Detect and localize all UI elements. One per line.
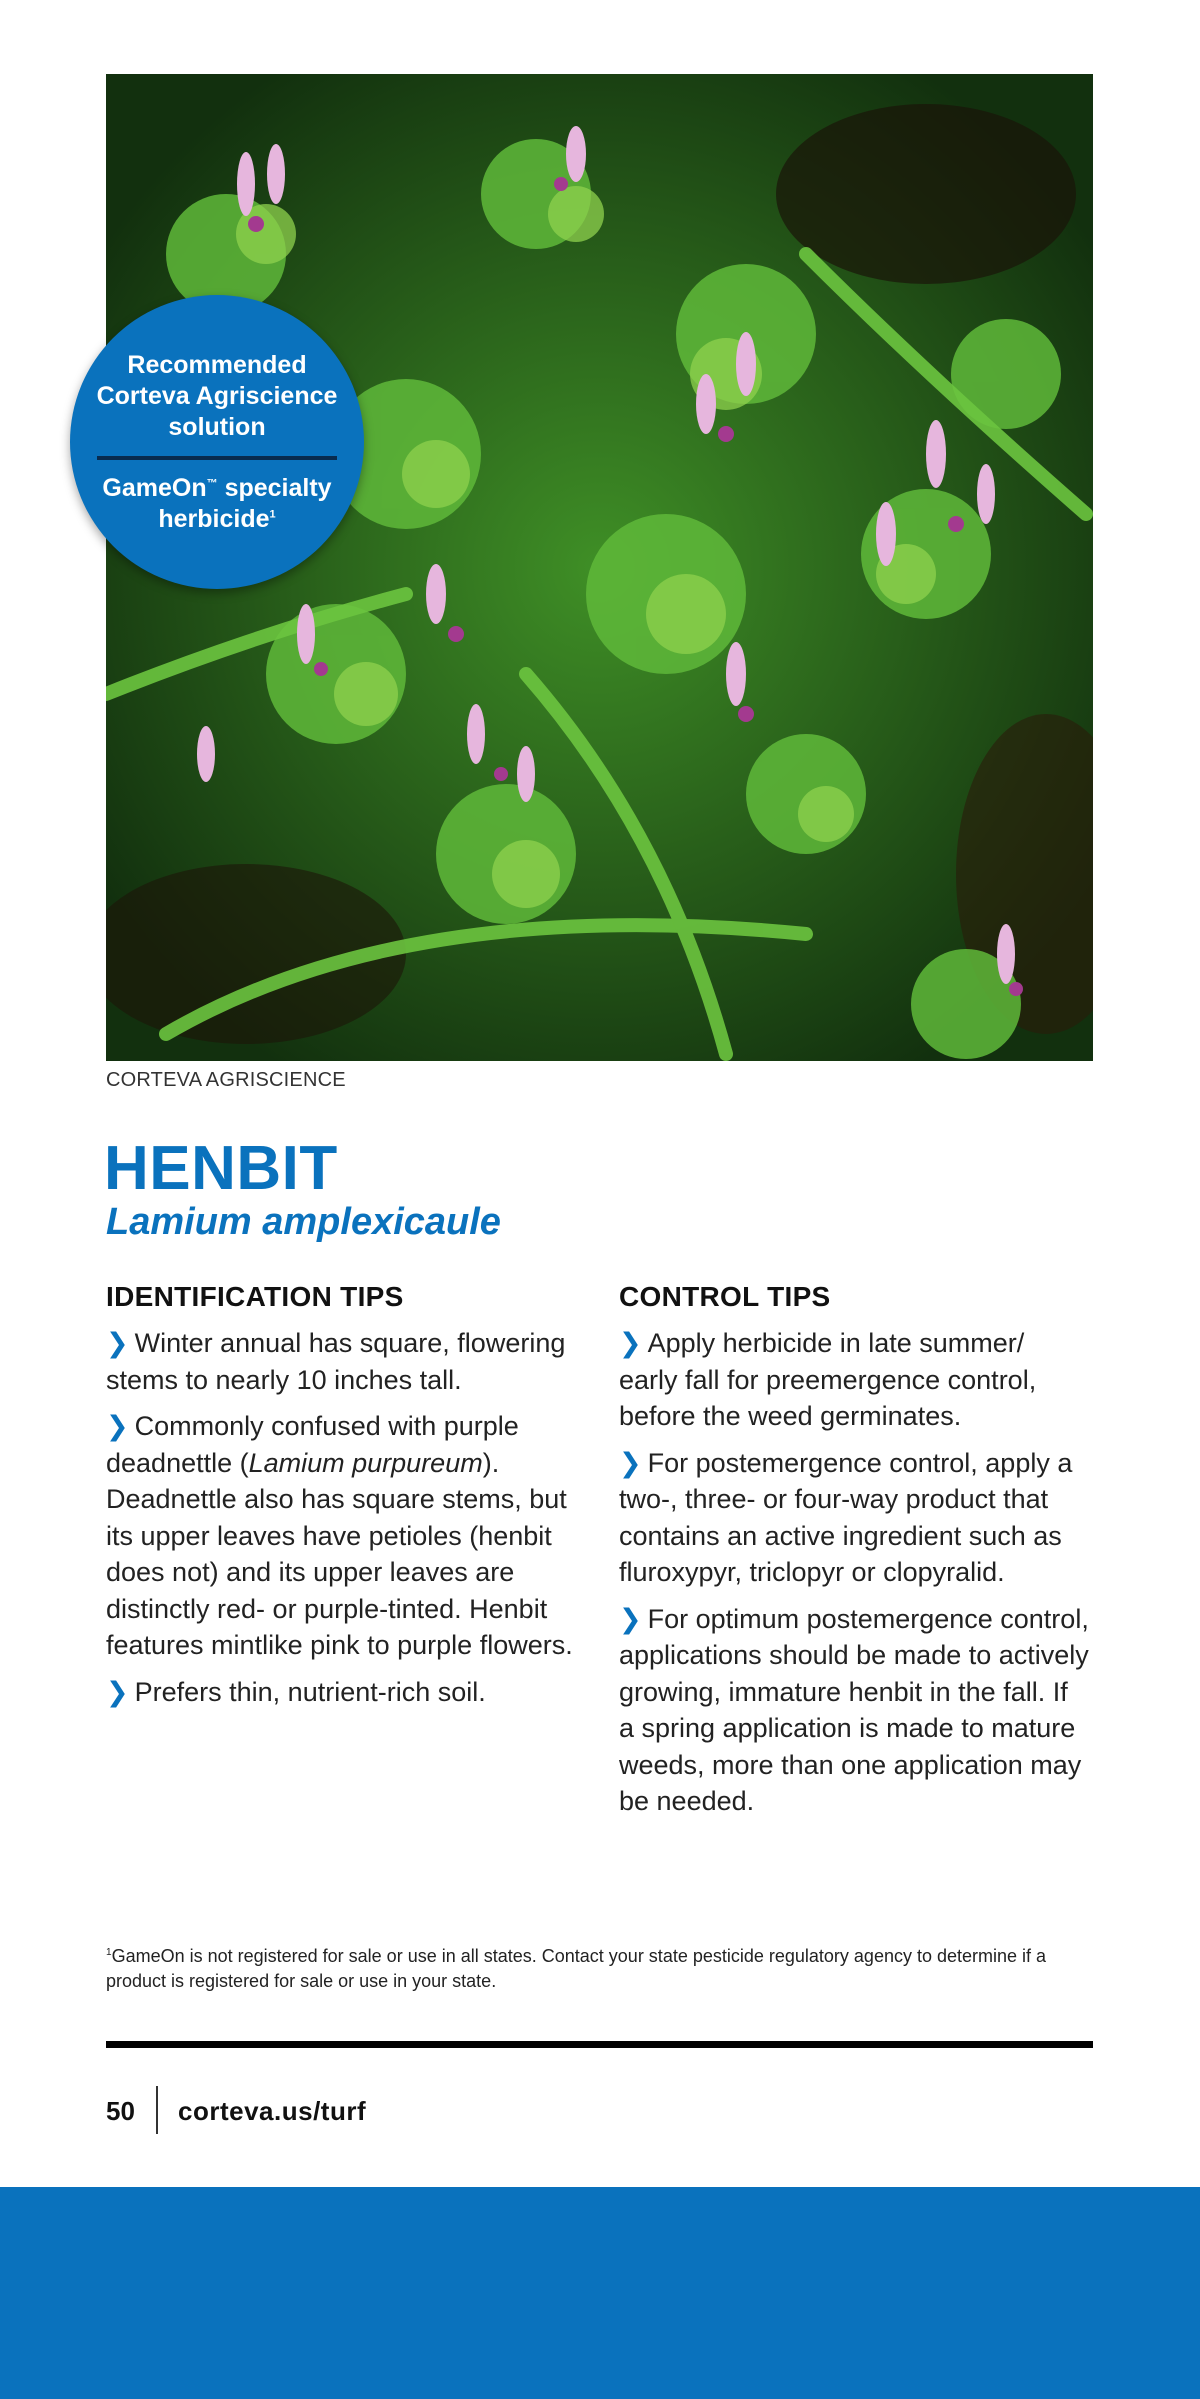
footer-divider xyxy=(106,2041,1093,2048)
identification-tip-text: Winter annual has square, flowering stems to nearly 10 inches tall. xyxy=(106,1328,566,1395)
photo-credit: CORTEVA AGRISCIENCE xyxy=(106,1069,346,1091)
badge-heading: Recommended Corteva Agriscience solution xyxy=(96,350,338,441)
footnote-mark: 1 xyxy=(106,1947,112,1958)
identification-heading: IDENTIFICATION TIPS xyxy=(106,1281,404,1312)
footer-url-link[interactable]: corteva.us/turf xyxy=(178,2096,367,2126)
identification-tips-section xyxy=(106,1277,576,1720)
badge-product-rest: specialty herbicide xyxy=(158,473,332,533)
chevron-right-icon: ❯ xyxy=(619,1328,642,1358)
chevron-right-icon: ❯ xyxy=(106,1328,129,1358)
control-tip xyxy=(619,1601,1089,1820)
badge-product-name: GameOn xyxy=(102,473,207,502)
latin-name: Lamium amplexicaule xyxy=(106,1201,501,1243)
page-title: HENBIT xyxy=(104,1134,338,1203)
control-tip xyxy=(619,1325,1089,1435)
control-tip-text: For postemergence control, apply a two-, three- or four-way product that contains an active ingredient such as fluroxypyr, triclopyr or clopyralid. xyxy=(619,1447,1073,1587)
identification-tip xyxy=(106,1325,576,1398)
identification-tip-text: Prefers thin, nutrient-rich soil. xyxy=(134,1676,486,1707)
badge-divider xyxy=(97,456,337,460)
page-number: 50 xyxy=(106,2096,135,2126)
footnote-text: GameOn is not registered for sale or use in all states. Contact your state pesticide regulatory agency to determine if a product is registered for sale or use in your state. xyxy=(106,1946,1047,1991)
identification-tip-text: ). Deadnettle also has square stems, but its upper leaves have petioles (henbit does not) and its upper leaves are distinctly red- or purple-tinted. Henbit features mintlike pink to purple flowers. xyxy=(106,1447,573,1660)
chevron-right-icon: ❯ xyxy=(619,1447,642,1478)
recommended-solution-badge xyxy=(70,295,364,589)
identification-tip-italic: Lamium purpureum xyxy=(248,1447,483,1478)
control-tip xyxy=(619,1445,1089,1591)
identification-tip xyxy=(106,1674,576,1711)
control-heading: CONTROL TIPS xyxy=(619,1281,831,1312)
control-tip-text: For optimum postemergence control, applications should be made to actively growing, immature henbit in the fall. If a spring application is made to mature weeds, more than one application may be needed. xyxy=(619,1603,1089,1816)
identification-tip-text: Commonly confused with purple deadnettle ( xyxy=(106,1411,519,1478)
footer-separator xyxy=(156,2086,158,2134)
badge-product xyxy=(92,473,342,535)
chevron-right-icon: ❯ xyxy=(106,1676,129,1707)
badge-trademark: ™ xyxy=(206,477,218,490)
control-tip-text: Apply herbicide in late summer/ early fall for preemergence control, before the weed germinates. xyxy=(619,1328,1037,1431)
footnote xyxy=(106,1944,1066,1994)
chevron-right-icon: ❯ xyxy=(106,1411,129,1441)
control-tips-section xyxy=(619,1277,1089,1830)
badge-footnote-mark: 1 xyxy=(269,508,276,521)
bottom-brand-band xyxy=(0,2187,1200,2399)
chevron-right-icon: ❯ xyxy=(619,1603,642,1634)
identification-tip xyxy=(106,1408,576,1664)
